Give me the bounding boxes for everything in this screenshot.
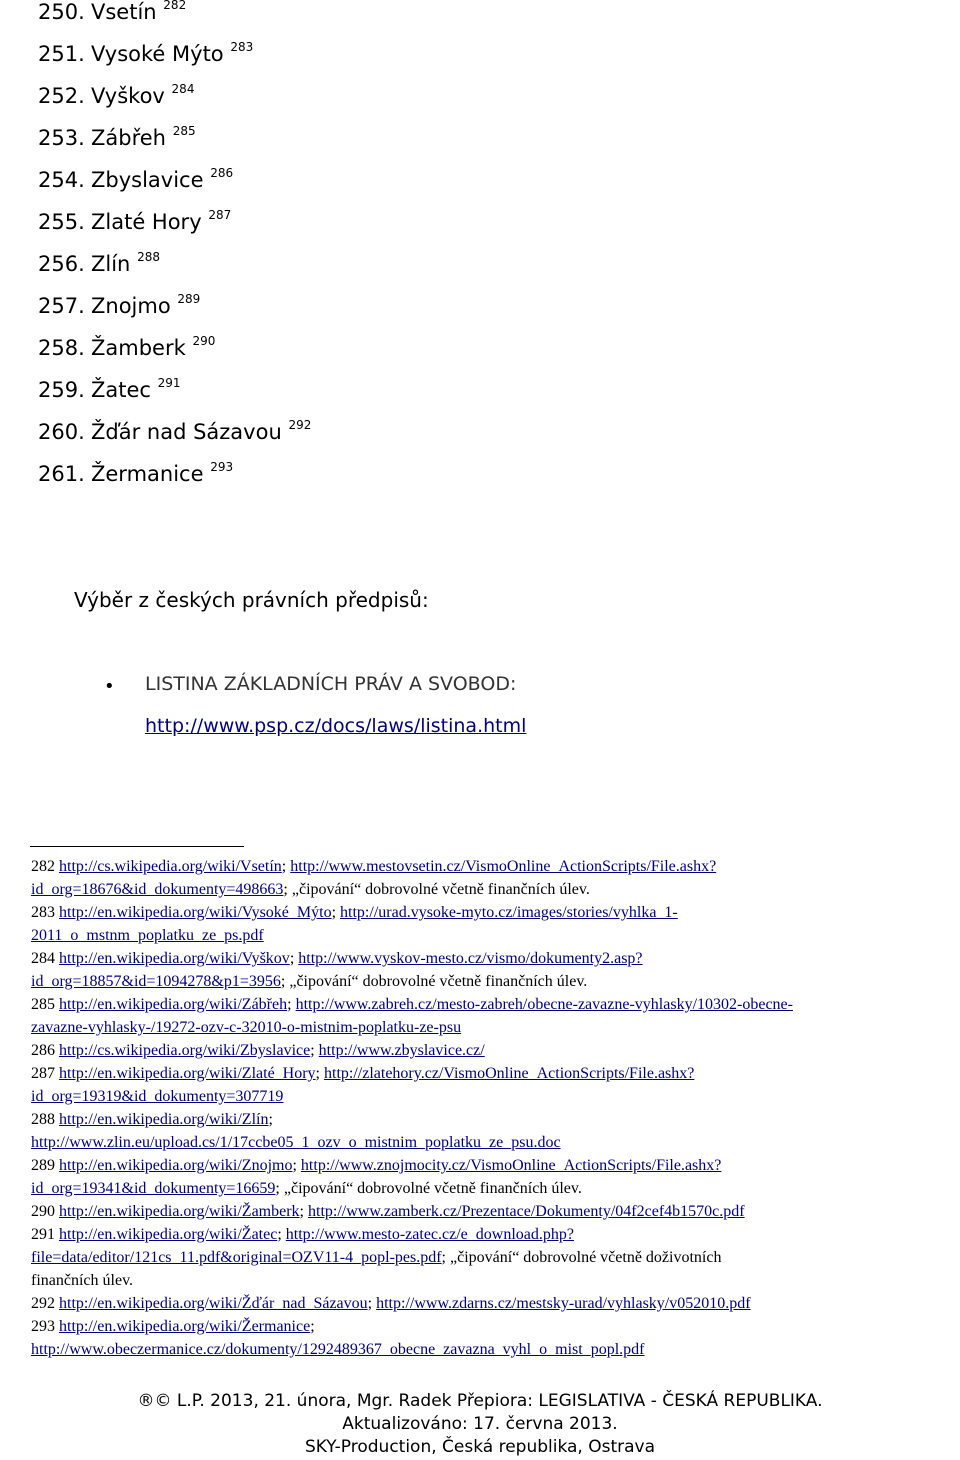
list-item-name: Zbyslavice xyxy=(91,168,204,192)
list-item-name: Vsetín xyxy=(91,0,157,24)
footnote-291: 291 http://en.wikipedia.org/wiki/Žatec; http://www.mesto-zatec.cz/e_download.php? file=data/editor/121cs_11.pdf&original=OZV11-4_popl-pes.pdf; „čipování“ dobrovolné včetně doživotních finančních úlev. xyxy=(31,1226,722,1289)
list-item: 250. Vsetín $^{282}$ xyxy=(38,0,187,24)
footnote-ref[interactable]: 288 xyxy=(137,250,160,264)
footnote-282: 282 http://cs.wikipedia.org/wiki/Vsetín; http://www.mestovsetin.cz/VismoOnline_ActionScripts/File.ashx? id_org=18676&id_dokumenty=498663; „čipování“ dobrovolné včetně finančních úlev. xyxy=(31,858,717,898)
footnote-link[interactable]: http://www.vyskov-mesto.cz/vismo/dokumenty2.asp? xyxy=(298,950,643,967)
list-item: 259. Žatec $^{291}$ xyxy=(38,376,181,402)
list-item-name: Zlín xyxy=(91,252,131,276)
list-item-name: Zlaté Hory xyxy=(91,210,202,234)
list-item-name: Žďár nad Sázavou xyxy=(91,420,282,444)
footnote-link[interactable]: http://en.wikipedia.org/wiki/Zábřeh xyxy=(59,996,288,1013)
list-item: 252. Vyškov $^{284}$ xyxy=(38,82,195,108)
footnote-separator xyxy=(30,846,244,847)
list-item-name: Vysoké Mýto xyxy=(91,42,224,66)
list-item-name: Žatec xyxy=(91,378,151,402)
footnote-ref[interactable]: 285 xyxy=(172,124,196,138)
list-item: 258. Žamberk $^{290}$ xyxy=(38,334,216,360)
footnote-link[interactable]: http://cs.wikipedia.org/wiki/Zbyslavice xyxy=(59,1042,311,1059)
footnote-link[interactable]: http://en.wikipedia.org/wiki/Zlaté_Hory xyxy=(59,1065,316,1082)
list-item: 256. Zlín $^{288}$ xyxy=(38,250,160,276)
footer-updated: Aktualizováno: 17. června 2013. xyxy=(342,1414,618,1434)
footnote-283: 283 http://en.wikipedia.org/wiki/Vysoké_Mýto; http://urad.vysoke-myto.cz/images/stories/vyhlka_1- 2011_o_mstnm_poplatku_ze_ps.pdf xyxy=(31,904,678,944)
footnote-289: 289 http://en.wikipedia.org/wiki/Znojmo; http://www.znojmocity.cz/VismoOnline_ActionScripts/File.ashx? id_org=19341&id_dokumenty=16659; „čipování“ dobrovolné včetně finančních úlev. xyxy=(31,1157,722,1197)
footnote-284: 284 http://en.wikipedia.org/wiki/Vyškov; http://www.vyskov-mesto.cz/vismo/dokumenty2.asp? id_org=18857&id=1094278&p1=3956; „čipování“ dobrovolné včetně finančních úlev. xyxy=(31,950,643,990)
footnote-link[interactable]: http://cs.wikipedia.org/wiki/Vsetín xyxy=(59,858,282,875)
footnote-link[interactable]: id_org=18857&id=1094278&p1=3956 xyxy=(31,973,281,990)
footnote-ref[interactable]: 286 xyxy=(210,166,234,180)
list-item-name: Vyškov xyxy=(91,84,165,108)
list-item: 253. Zábřeh $^{285}$ xyxy=(38,124,196,150)
list-item: 251. Vysoké Mýto $^{283}$ xyxy=(38,40,254,66)
footer-producer: SKY-Production, Česká republika, Ostrava xyxy=(304,1437,656,1457)
footnote-link[interactable]: http://www.zlin.eu/upload.cs/1/17ccbe05_1_ozv_o_mistnim_poplatku_ze_psu.doc xyxy=(31,1134,561,1151)
footnote-286: 286 http://cs.wikipedia.org/wiki/Zbyslavice; http://www.zbyslavice.cz/ xyxy=(31,1042,485,1059)
footnote-link[interactable]: http://www.obeczermanice.cz/dokumenty/1292489367_obecne_zavazna_vyhl_o_mist_popl.pdf xyxy=(31,1341,645,1358)
footer-copyright: ®© L.P. 2013, 21. února, Mgr. Radek Přepiora: LEGISLATIVA - ČESKÁ REPUBLIKA. xyxy=(137,1391,823,1411)
footnote-link[interactable]: http://en.wikipedia.org/wiki/Zlín xyxy=(59,1111,269,1128)
list-item-name: Znojmo xyxy=(91,294,171,318)
footnote-link[interactable]: http://www.znojmocity.cz/VismoOnline_ActionScripts/File.ashx? xyxy=(300,1157,722,1174)
footnote-link[interactable]: id_org=19341&id_dokumenty=16659 xyxy=(31,1180,276,1197)
footnote-ref[interactable]: 290 xyxy=(192,334,216,348)
footnote-link[interactable]: http://www.zdarns.cz/mestsky-urad/vyhlasky/v052010.pdf xyxy=(376,1295,751,1312)
footnote-ref[interactable]: 293 xyxy=(210,460,234,474)
footnote-ref[interactable]: 287 xyxy=(208,208,232,222)
footnote-290: 290 http://en.wikipedia.org/wiki/Žamberk; http://www.zamberk.cz/Prezentace/Dokumenty/04f2cef4b1570c.pdf xyxy=(31,1203,745,1220)
footnote-link[interactable]: http://www.zabreh.cz/mesto-zabreh/obecne-zavazne-vyhlasky/10302-obecne- xyxy=(295,996,793,1013)
footnote-ref[interactable]: 283 xyxy=(230,40,254,54)
footnote-287: 287 http://en.wikipedia.org/wiki/Zlaté_Hory; http://zlatehory.cz/VismoOnline_ActionScripts/File.ashx? id_org=19319&id_dokumenty=307719 xyxy=(31,1065,695,1105)
bullet-item-text: LISTINA ZÁKLADNÍCH PRÁV A SVOBOD: xyxy=(145,673,517,695)
footnote-293: 293 http://en.wikipedia.org/wiki/Žermanice; http://www.obeczermanice.cz/dokumenty/1292489367_obecne_zavazna_vyhl_o_mist_popl.pdf xyxy=(31,1318,645,1358)
list-item: 255. Zlaté Hory $^{287}$ xyxy=(38,208,232,234)
footnote-285: 285 http://en.wikipedia.org/wiki/Zábřeh; http://www.zabreh.cz/mesto-zabreh/obecne-zavazne-vyhlasky/10302-obecne- zavazne-vyhlasky-/19272-ozv-c-32010-o-mistnim-poplatku-ze-psu xyxy=(31,996,793,1036)
footnote-link[interactable]: http://en.wikipedia.org/wiki/Žermanice xyxy=(59,1318,311,1335)
footnote-link[interactable]: file=data/editor/121cs_11.pdf&original=OZV11-4_popl-pes.pdf xyxy=(31,1249,442,1266)
section-heading: Výběr z českých právních předpisů: xyxy=(74,588,429,612)
footnote-link[interactable]: http://en.wikipedia.org/wiki/Vysoké_Mýto xyxy=(59,904,332,921)
footnote-link[interactable]: http://en.wikipedia.org/wiki/Vyškov xyxy=(59,950,290,967)
list-item: 254. Zbyslavice $^{286}$ xyxy=(38,166,234,192)
footnote-link[interactable]: 2011_o_mstnm_poplatku_ze_ps.pdf xyxy=(31,927,264,944)
list-item: 257. Znojmo $^{289}$ xyxy=(38,292,201,318)
footnote-ref[interactable]: 289 xyxy=(177,292,201,306)
footnote-ref[interactable]: 284 xyxy=(171,82,195,96)
footnote-ref[interactable]: 292 xyxy=(288,418,312,432)
list-item-name: Žamberk xyxy=(91,336,186,360)
footnote-link[interactable]: http://www.zamberk.cz/Prezentace/Dokumenty/04f2cef4b1570c.pdf xyxy=(308,1203,745,1220)
footnote-link[interactable]: http://en.wikipedia.org/wiki/Znojmo xyxy=(59,1157,293,1174)
footnote-link[interactable]: zavazne-vyhlasky-/19272-ozv-c-32010-o-mistnim-poplatku-ze-psu xyxy=(31,1019,462,1036)
footnote-link[interactable]: http://en.wikipedia.org/wiki/Žďár_nad_Sázavou xyxy=(59,1295,368,1312)
footnote-link[interactable]: http://www.mesto-zatec.cz/e_download.php? xyxy=(285,1226,574,1243)
footnote-link[interactable]: http://www.mestovsetin.cz/VismoOnline_ActionScripts/File.ashx? xyxy=(290,858,717,875)
list-item-name: Zábřeh xyxy=(91,126,166,150)
listina-link[interactable]: http://www.psp.cz/docs/laws/listina.html xyxy=(145,715,527,737)
footnote-link[interactable]: http://zlatehory.cz/VismoOnline_ActionScripts/File.ashx? xyxy=(324,1065,695,1082)
footnote-link[interactable]: http://en.wikipedia.org/wiki/Žamberk xyxy=(59,1203,300,1220)
footnote-link[interactable]: http://en.wikipedia.org/wiki/Žatec xyxy=(59,1226,278,1243)
footnote-288: 288 http://en.wikipedia.org/wiki/Zlín; http://www.zlin.eu/upload.cs/1/17ccbe05_1_ozv_o_mistnim_poplatku_ze_psu.doc xyxy=(31,1111,561,1151)
footnote-link[interactable]: id_org=18676&id_dokumenty=498663 xyxy=(31,881,284,898)
footnote-link[interactable]: http://urad.vysoke-myto.cz/images/stories/vyhlka_1- xyxy=(340,904,678,921)
bullet-icon: • xyxy=(104,676,115,697)
footnote-link[interactable]: id_org=19319&id_dokumenty=307719 xyxy=(31,1088,284,1105)
list-item-name: Žermanice xyxy=(91,462,204,486)
list-item: 261. Žermanice $^{293}$ xyxy=(38,460,234,486)
footnote-292: 292 http://en.wikipedia.org/wiki/Žďár_nad_Sázavou; http://www.zdarns.cz/mestsky-urad/vyhlasky/v052010.pdf xyxy=(31,1295,751,1312)
footnote-ref[interactable]: 282 xyxy=(163,0,187,12)
footnote-link[interactable]: http://www.zbyslavice.cz/ xyxy=(318,1042,485,1059)
list-item: 260. Žďár nad Sázavou $^{292}$ xyxy=(38,418,312,444)
footnote-ref[interactable]: 291 xyxy=(157,376,181,390)
